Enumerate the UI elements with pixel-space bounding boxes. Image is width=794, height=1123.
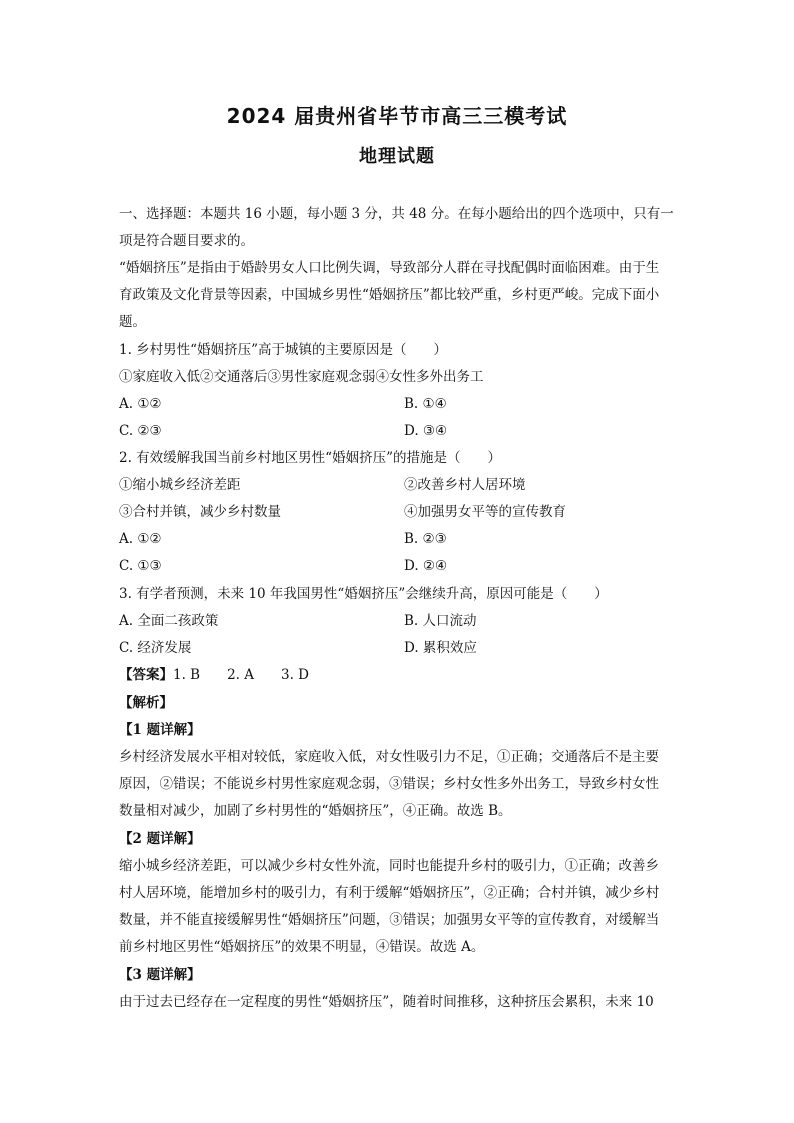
detail-2-line-4: 前乡村地区男性“婚姻挤压”的效果不明显，④错误。故选 A。	[119, 939, 485, 955]
q2-item-4: ④加强男女平等的宣传教育	[404, 504, 566, 520]
detail-2-line-1: 缩小城乡经济差距，可以减少乡村女性外流，同时也能提升乡村的吸引力，①正确；改善乡	[119, 858, 659, 874]
detail-2-label: 【2 题详解】	[119, 831, 201, 847]
q3-stem: 3. 有学者预测，未来 10 年我国男性“婚姻挤压”会继续升高，原因可能是（ ）	[119, 586, 608, 602]
q1-items: ①家庭收入低②交通落后③男性家庭观念弱④女性多外出务工	[119, 369, 484, 385]
document-title: 2024 届贵州省毕节市高三三模考试	[226, 104, 568, 128]
detail-1-line-3: 数量相对减少，加剧了乡村男性的“婚姻挤压”，④正确。故选 B。	[119, 803, 512, 819]
q2-item-1: ①缩小城乡经济差距	[119, 477, 241, 493]
passage-line-3: 题。	[119, 314, 146, 330]
q2-option-a: A. ①②	[119, 531, 162, 547]
section-heading-cont: 项是符合题目要求的。	[119, 233, 254, 249]
section-heading: 一、选择题：本题共 16 小题，每小题 3 分，共 48 分。在每小题给出的四个选项中，只有一	[119, 206, 674, 222]
passage-line-2: 育政策及文化背景等因素，中国城乡男性“婚姻挤压”都比较严重，乡村更严峻。完成下面小	[119, 287, 660, 303]
q2-stem: 2. 有效缓解我国当前乡村地区男性“婚姻挤压”的措施是（ ）	[119, 450, 501, 466]
detail-2-line-3: 数量，并不能直接缓解男性“婚姻挤压”问题，③错误；加强男女平等的宣传教育，对缓解当	[119, 912, 660, 928]
q3-option-d: D. 累积效应	[404, 640, 477, 656]
q2-item-3: ③合村并镇，减少乡村数量	[119, 504, 281, 520]
q2-option-c: C. ①③	[119, 558, 162, 574]
q1-option-a: A. ①②	[119, 396, 162, 412]
answer-text: 1. B 2. A 3. D	[173, 667, 310, 683]
q2-item-2: ②改善乡村人居环境	[404, 477, 526, 493]
q3-option-b: B. 人口流动	[404, 613, 477, 629]
detail-3-line-1: 由于过去已经存在一定程度的男性“婚姻挤压”，随着时间推移，这种挤压会累积，未来 10	[119, 994, 654, 1010]
q1-option-c: C. ②③	[119, 423, 162, 439]
q1-stem: 1. 乡村男性“婚姻挤压”高于城镇的主要原因是（ ）	[119, 342, 447, 358]
detail-1-line-1: 乡村经济发展水平相对较低，家庭收入低，对女性吸引力不足，①正确；交通落后不是主要	[119, 749, 659, 765]
q3-option-a: A. 全面二孩政策	[119, 613, 219, 629]
answer-label: 【答案】	[119, 667, 173, 683]
detail-1-line-2: 原因，②错误；不能说乡村男性家庭观念弱，③错误；乡村女性多外出务工，导致乡村女性	[119, 776, 659, 792]
q1-option-b: B. ①④	[404, 396, 447, 412]
q3-option-c: C. 经济发展	[119, 640, 192, 656]
q1-option-d: D. ③④	[404, 423, 448, 439]
analysis-label: 【解析】	[119, 695, 173, 711]
q2-option-b: B. ②③	[404, 531, 447, 547]
detail-1-label: 【1 题详解】	[119, 722, 201, 738]
document-subtitle: 地理试题	[359, 146, 435, 167]
passage-line-1: “婚姻挤压”是指由于婚龄男女人口比例失调，导致部分人群在寻找配偶时面临困难。由于生	[119, 260, 660, 276]
detail-2-line-2: 村人居环境，能增加乡村的吸引力，有利于缓解“婚姻挤压”，②正确；合村并镇，减少乡村	[119, 885, 660, 901]
answer-line	[119, 666, 309, 684]
q2-option-d: D. ②④	[404, 558, 448, 574]
detail-3-label: 【3 题详解】	[119, 967, 201, 983]
